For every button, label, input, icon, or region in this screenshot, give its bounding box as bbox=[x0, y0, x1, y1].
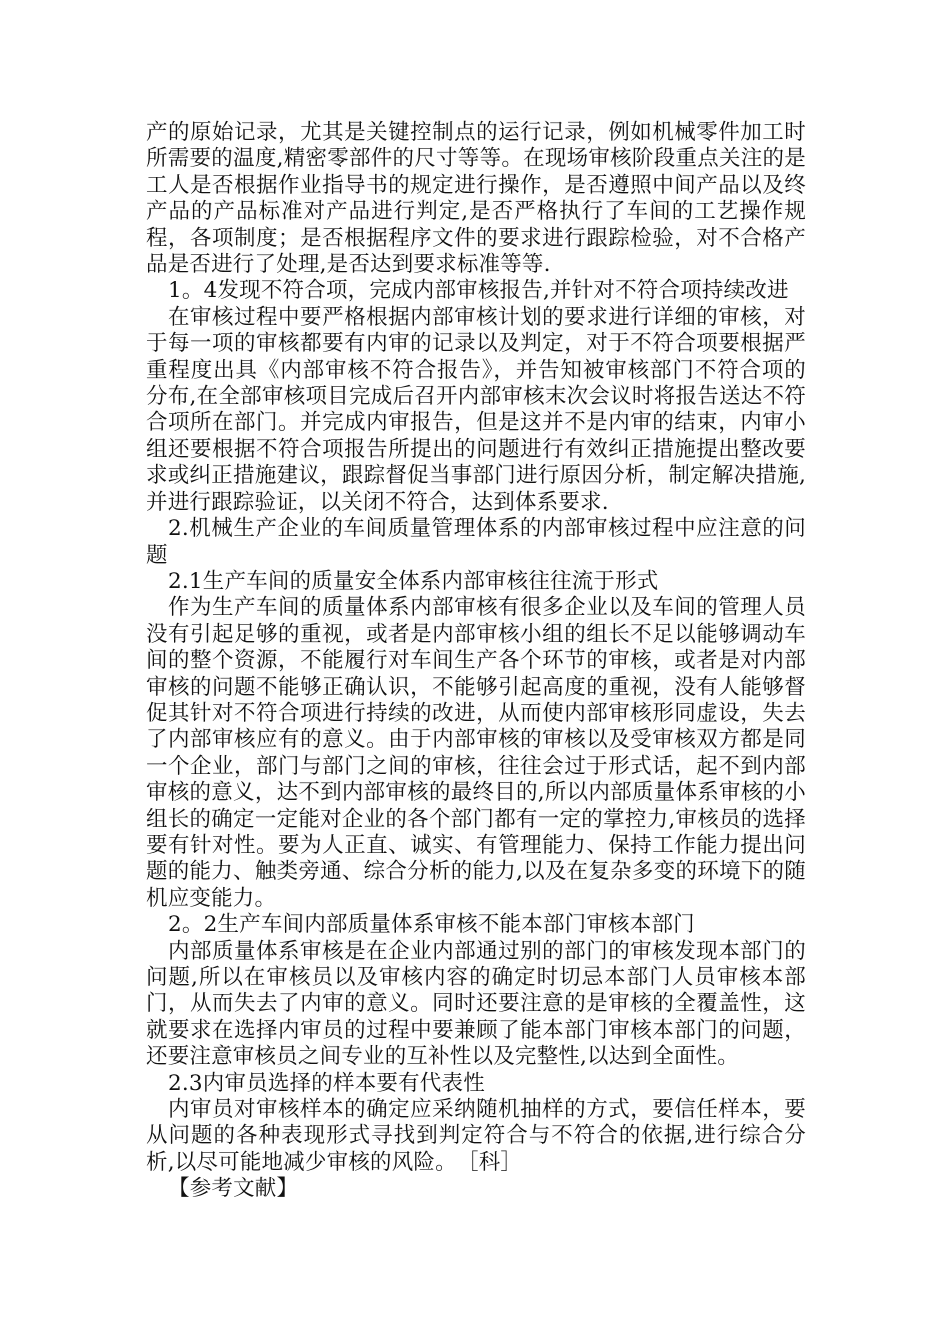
paragraph-1-4-body: 在审核过程中要严格根据内部审核计划的要求进行详细的审核，对于每一项的审核都要有内审的记录以及判定，对于不符合项要根据严重程度出具《内部审核不符合报告》，并告知被审核部门不符合项的分布,在全部审核项目完成后召开内部审核末次会议时将报告送达不符合项所在部门。并完成内审报告，但是这并不是内审的结束，内审小组还要根据不符合项报告所提出的问题进行有效纠正措施提出整改要求或纠正措施建议，跟踪督促当事部门进行原因分析，制定解决措施,并进行跟踪验证，以关闭不符合，达到体系要求. bbox=[146, 304, 806, 515]
document-body bbox=[146, 120, 806, 1203]
section-heading-1-4: 1。4发现不符合项，完成内部审核报告,并针对不符合项持续改进 bbox=[168, 278, 789, 304]
references-heading: 【参考文献】 bbox=[168, 1176, 299, 1202]
paragraph-2-2-body: 内部质量体系审核是在企业内部通过别的部门的审核发现本部门的问题,所以在审核员以及审核内容的确定时切忌本部门人员审核本部门，从而失去了内审的意义。同时还要注意的是审核的全覆盖性，这就要求在选择内审员的过程中要兼顾了能本部门审核本部门的问题，还要注意审核员之间专业的互补性以及完整性,以达到全面性。 bbox=[146, 938, 806, 1070]
paragraph-2-3-body: 内审员对审核样本的确定应采纳随机抽样的方式，要信任样本，要从问题的各种表现形式寻找到判定符合与不符合的依据,进行综合分析,以尽可能地减少审核的风险。 ［科］ bbox=[146, 1097, 806, 1175]
section-heading-2: 2.机械生产企业的车间质量管理体系的内部审核过程中应注意的问题 bbox=[146, 516, 806, 568]
section-heading-2-1: 2.1生产车间的质量安全体系内部审核往往流于形式 bbox=[168, 568, 659, 594]
paragraph-continuation: 产的原始记录，尤其是关键控制点的运行记录，例如机械零件加工时所需要的温度,精密零部件的尺寸等等。在现场审核阶段重点关注的是工人是否根据作业指导书的规定进行操作，是否遵照中间产品以及终产品的产品标准对产品进行判定,是否严格执行了车间的工艺操作规程，各项制度；是否根据程序文件的要求进行跟踪检验，对不合格产品是否进行了处理,是否达到要求标准等等. bbox=[146, 120, 806, 278]
section-heading-2-2: 2。2生产车间内部质量体系审核不能本部门审核本部门 bbox=[168, 912, 695, 938]
paragraph-2-1-body: 作为生产车间的质量体系内部审核有很多企业以及车间的管理人员没有引起足够的重视，或者是内部审核小组的组长不足以能够调动车间的整个资源，不能履行对车间生产各个环节的审核，或者是对内部审核的问题不能够正确认识，不能够引起高度的重视，没有人能够督促其针对不符合项进行持续的改进，从而使内部审核形同虚设，失去了内部审核应有的意义。由于内部审核的审核以及受审核双方都是同一个企业，部门与部门之间的审核，往往会过于形式话，起不到内部审核的意义，达不到内部审核的最终目的,所以内部质量体系审核的小组长的确定一定能对企业的各个部门都有一定的掌控力,审核员的选择要有针对性。要为人正直、诚实、有管理能力、保持工作能力提出问题的能力、触类旁通、综合分析的能力,以及在复杂多变的环境下的随机应变能力。 bbox=[146, 595, 806, 911]
section-heading-2-3: 2.3内审员选择的样本要有代表性 bbox=[168, 1070, 485, 1096]
